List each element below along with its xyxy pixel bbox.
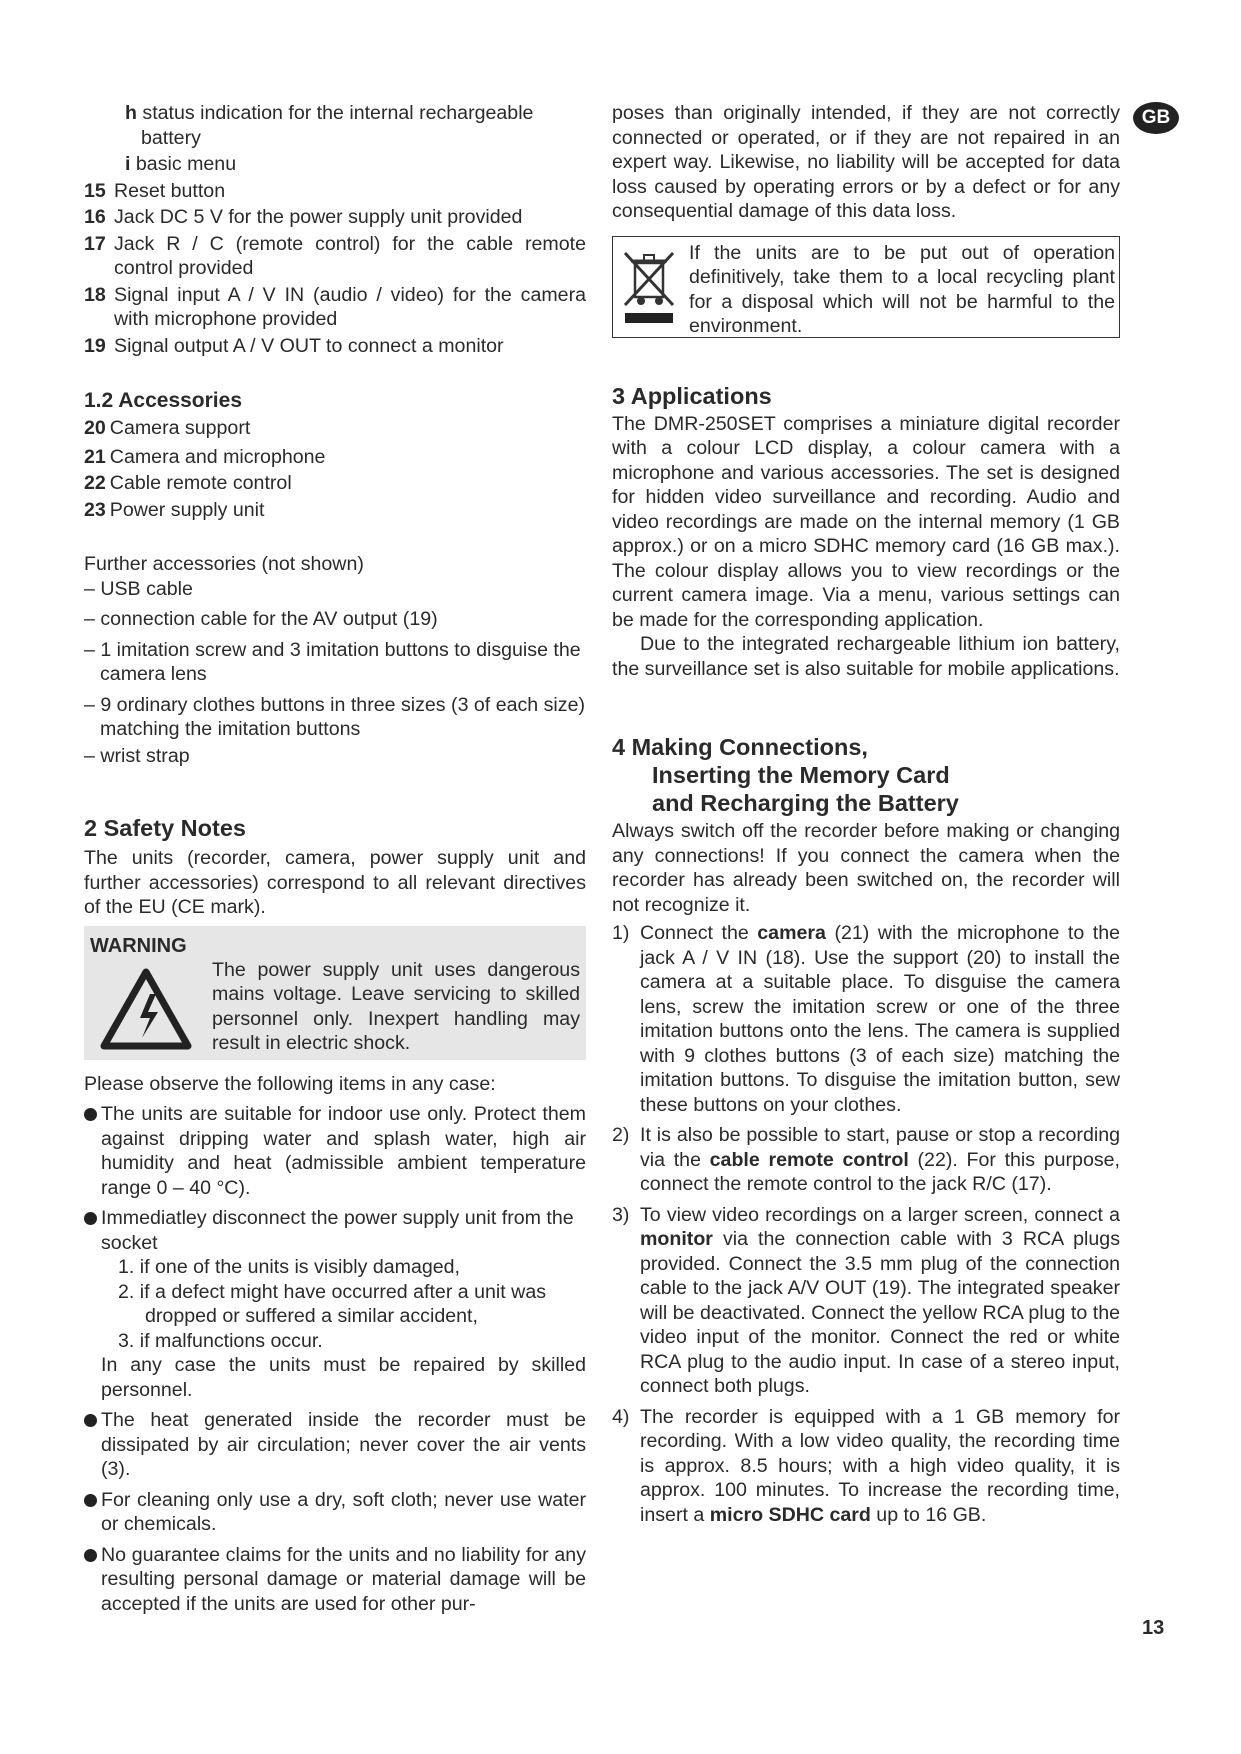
- bullet-icon: [84, 1494, 97, 1507]
- warning-box: [84, 926, 586, 1060]
- safety-intro: The units (recorder, camera, power supply unit and further accessories) correspond to all relevant directives of the EU (CE mark).: [84, 847, 586, 918]
- bullet-icon: [84, 1108, 97, 1121]
- crossed-bin-icon: [621, 245, 677, 325]
- observe-text: Please observe the following items in any case:: [84, 1072, 496, 1095]
- right-column: [612, 101, 1120, 1527]
- list-item-16: 16 Jack DC 5 V for the power supply unit provided: [84, 206, 523, 228]
- accessory-22: 22 Cable remote control: [84, 472, 292, 494]
- safety-bullet: Immediatley disconnect the power supply unit from the socket 1. if one of the units is visibly damaged, 2. if a defect might have occurred after a unit was dropped or suffered a similar accident, 3. if malfunctions occur. In any case the units must be repaired by skilled personnel.: [84, 1206, 586, 1402]
- sub-item: 2. if a defect might have occurred after a unit was dropped or suffered a similar accident,: [118, 1280, 547, 1327]
- list-item-h: h status indication for the internal rechargeable battery: [125, 102, 534, 149]
- list-item-i: i basic menu: [125, 153, 237, 175]
- further-item: – USB cable: [84, 577, 193, 600]
- list-item-18: 18 Signal input A / V IN (audio / video) for the camera with microphone provided: [84, 283, 586, 330]
- step-3: 3) To view video recordings on a larger screen, connect a monitor via the connection cable with 3 RCA plugs provided. Connect the 3.5 mm plug of the connection cable to the jack A/V OUT (19). The integrated speaker will be deactivated. Connect the yellow RCA plug to the video input of the monitor. Connect the red or white RCA plug to the audio input. In case of a stereo input, connect both plugs.: [612, 1203, 1120, 1397]
- connections-heading-line3: and Recharging the Battery: [652, 790, 959, 816]
- left-column: [84, 101, 586, 1616]
- sub-item: 3. if malfunctions occur.: [118, 1329, 323, 1352]
- further-item: – wrist strap: [84, 744, 190, 767]
- high-voltage-warning-icon: [100, 968, 192, 1050]
- warning-text: The power supply unit uses dangerous mains voltage. Leave servicing to skilled personnel only. Inexpert handling may result in electric shock.: [212, 958, 580, 1054]
- further-item: – 9 ordinary clothes buttons in three sizes (3 of each size) matching the imitation buttons: [84, 693, 585, 740]
- safety-bullet: No guarantee claims for the units and no liability for any resulting personal damage or material damage will be accepted if the units are used for other pur-: [84, 1543, 586, 1617]
- further-item: – 1 imitation screw and 3 imitation buttons to disguise the camera lens: [84, 638, 581, 685]
- list-item-17: 17 Jack R / C (remote control) for the cable remote control provided: [84, 232, 586, 279]
- continued-paragraph: poses than originally intended, if they are not correctly connected or operated, or if they are not repaired in an expert way. Likewise, no liability will be accepted for data loss caused by operating errors or by a defect or for any consequential damage of this data loss.: [612, 102, 1120, 222]
- accessory-20: 20 Camera support: [84, 417, 251, 439]
- safety-bullet: The heat generated inside the recorder must be dissipated by air circulation; never cover the air vents (3).: [84, 1408, 586, 1482]
- list-item-19: 19 Signal output A / V OUT to connect a monitor: [84, 334, 504, 357]
- sub-item: 1. if one of the units is visibly damaged,: [118, 1256, 460, 1278]
- connections-intro: Always switch off the recorder before making or changing any connections! If you connect the camera when the recorder has already been switched on, the recorder will not recognize it.: [612, 820, 1120, 916]
- safety-bullet: The units are suitable for indoor use only. Protect them against dripping water and splash water, high air humidity and heat (admissible ambient temperature range 0 – 40 °C).: [84, 1102, 586, 1200]
- connections-heading-line2: Inserting the Memory Card: [652, 762, 950, 788]
- further-accessories-heading: Further accessories (not shown): [84, 553, 364, 575]
- step-1: 1) Connect the camera (21) with the microphone to the jack A / V IN (18). Use the support (20) to install the camera at a suitable place. To disguise the camera lens, screw the imitation screw or one of the three imitation buttons onto the lens. The camera is supplied with 9 clothes buttons (3 of each size) matching the imitation buttons. To disguise the imitation button, sew these buttons on your clothes.: [612, 922, 1120, 1116]
- applications-paragraph: The DMR-250SET comprises a miniature digital recorder with a colour LCD display, a colour camera with a microphone and various accessories. The set is designed for hidden video surveillance and recording. Audio and video recordings are made on the internal memory (1 GB approx.) or on a micro SDHC memory card (16 GB max.). The colour display allows you to view recordings or the current camera image. Via a menu, various settings can be made for the corresponding application.: [612, 412, 1120, 631]
- accessory-21: 21 Camera and microphone: [84, 445, 326, 468]
- safety-bullet: For cleaning only use a dry, soft cloth; never use water or chemicals.: [84, 1488, 586, 1537]
- bullet-icon: [84, 1549, 97, 1562]
- step-2: 2) It is also be possible to start, pause or stop a recording via the cable remote control (22). For this purpose, connect the remote control to the jack R/C (17).: [612, 1124, 1120, 1195]
- applications-paragraph: Due to the integrated rechargeable lithium ion battery, the surveillance set is also suitable for mobile applications.: [612, 633, 1120, 680]
- connections-heading: 4 Making Connections,: [612, 734, 868, 760]
- bullet-note: In any case the units must be repaired by skilled personnel.: [101, 1354, 586, 1401]
- bullet-icon: [84, 1414, 97, 1427]
- page-number: 13: [1142, 1617, 1165, 1639]
- language-badge: GB: [1133, 102, 1179, 134]
- warning-title: WARNING: [90, 934, 187, 957]
- accessories-heading: 1.2 Accessories: [84, 389, 243, 412]
- disposal-box: [612, 236, 1120, 338]
- accessory-23: 23 Power supply unit: [84, 498, 265, 521]
- step-4: 4) The recorder is equipped with a 1 GB memory for recording. With a low video quality, the recording time is approx. 8.5 hours; with a high video quality, it is approx. 100 minutes. To increase the recording time, insert a micro SDHC card up to 16 GB.: [612, 1405, 1120, 1526]
- list-item-15: 15 Reset button: [84, 179, 226, 202]
- bullet-icon: [84, 1212, 97, 1225]
- further-item: – connection cable for the AV output (19): [84, 608, 438, 630]
- disposal-text: If the units are to be put out of operation definitively, take them to a local recycling plant for a disposal which will not be harmful to the environment.: [689, 241, 1115, 337]
- applications-heading: 3 Applications: [612, 382, 772, 409]
- safety-heading: 2 Safety Notes: [84, 815, 246, 841]
